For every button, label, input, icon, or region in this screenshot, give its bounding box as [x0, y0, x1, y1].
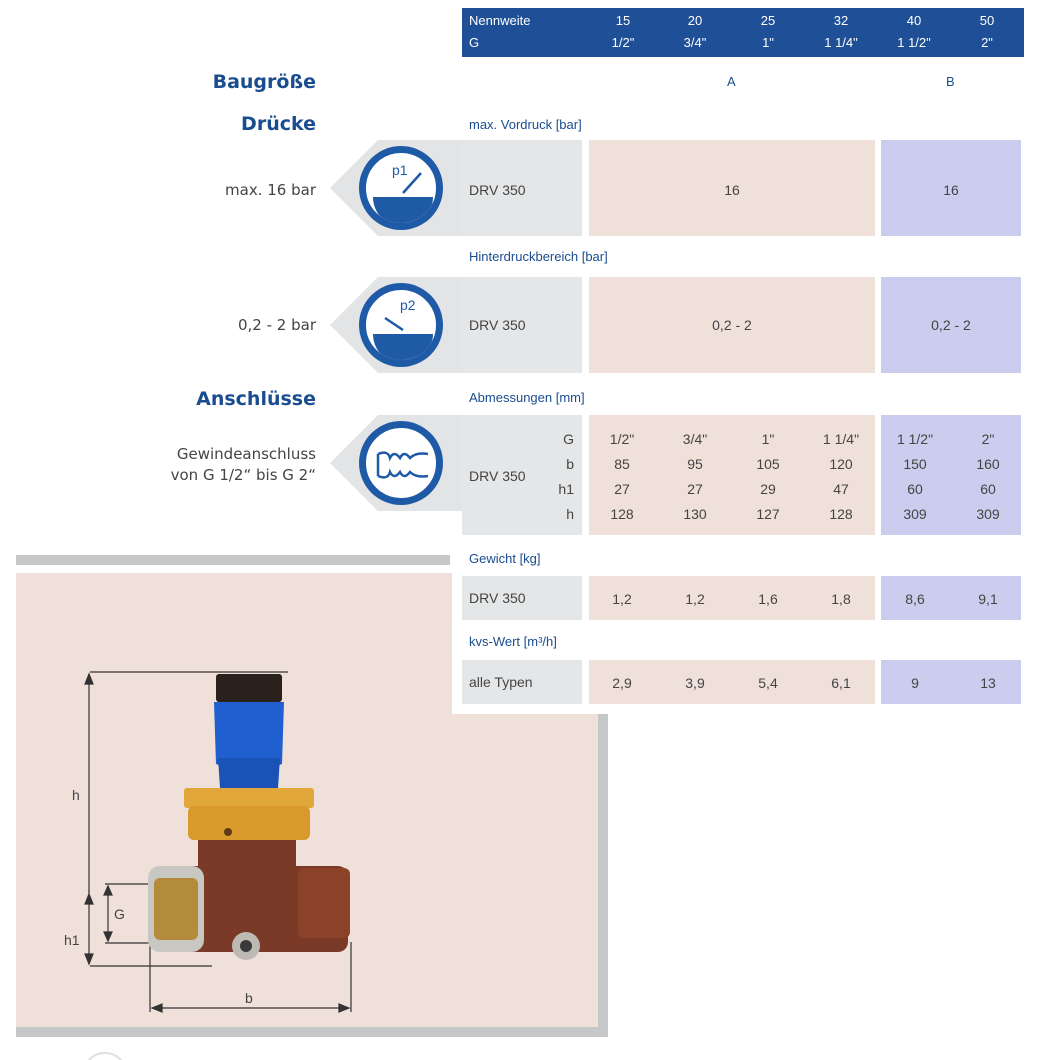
gewicht-type-cell [462, 576, 582, 620]
dim-cell: 309 [976, 506, 1000, 522]
p1-text: p1 [392, 162, 408, 178]
kvs-value: 9 [911, 675, 919, 691]
dim-row-label-h: h [566, 506, 574, 522]
kvs-value: 2,9 [612, 675, 632, 691]
dim-cell: 95 [687, 456, 703, 472]
vordruck-label: max. Vordruck [bar] [469, 117, 582, 132]
dim-cell: 105 [756, 456, 780, 472]
nennweite-50: 50 [979, 13, 995, 28]
dim-cell: 29 [760, 481, 776, 497]
g-1: 1" [762, 35, 774, 50]
hinterdruck-b-cell [881, 277, 1021, 373]
dim-cell: 309 [903, 506, 927, 522]
dim-cell: 60 [980, 481, 996, 497]
abmessungen-type-cell [462, 415, 582, 535]
dim-cell: 47 [833, 481, 849, 497]
vordruck-type-cell [462, 140, 582, 236]
dim-cell: 1 1/2" [896, 431, 934, 447]
hinterdruck-side-text: 0,2 - 2 bar [238, 316, 316, 334]
abmessungen-type: DRV 350 [469, 468, 526, 484]
vordruck-b-cell [881, 140, 1021, 236]
kvs-type-cell [462, 660, 582, 704]
druecke-title: Drücke [241, 113, 316, 135]
anschluss-side-line2: von G 1/2“ bis G 2“ [170, 466, 316, 484]
nennweite-20: 20 [687, 13, 703, 28]
kvs-value: 5,4 [758, 675, 778, 691]
hinterdruck-type-cell [462, 277, 582, 373]
anschluss-side-line1: Gewindeanschluss [176, 445, 316, 463]
nennweite-25: 25 [760, 13, 776, 28]
g-3-4: 3/4" [683, 35, 707, 50]
dim-cell: 1" [761, 431, 775, 447]
dim-cell: 60 [907, 481, 923, 497]
vordruck-a-value: 16 [724, 182, 740, 198]
dim-row-label-b: b [566, 456, 574, 472]
nennweite-40: 40 [906, 13, 922, 28]
decorative-circle [82, 1052, 128, 1060]
dim-cell: 130 [683, 506, 707, 522]
gewicht-b-cell [881, 576, 1021, 620]
gewicht-value: 1,6 [758, 591, 778, 607]
vordruck-type: DRV 350 [469, 182, 526, 198]
gewicht-value: 1,2 [685, 591, 705, 607]
dim-cell: 27 [614, 481, 630, 497]
nennweite-32: 32 [833, 13, 849, 28]
gewicht-value: 1,8 [831, 591, 851, 607]
dim-cell: 27 [687, 481, 703, 497]
dim-h-text: h [72, 787, 80, 803]
dim-cell: 1 1/4" [822, 431, 860, 447]
hinterdruck-a-value: 0,2 - 2 [712, 317, 752, 333]
gewicht-a-cell [589, 576, 875, 620]
class-b: B [946, 74, 955, 89]
g-label: G [469, 35, 480, 50]
vordruck-a-cell [589, 140, 875, 236]
vordruck-side-text: max. 16 bar [225, 181, 316, 199]
dim-cell: 160 [976, 456, 1000, 472]
thread-connection-icon [359, 421, 443, 505]
dim-cell: 127 [756, 506, 780, 522]
gewicht-value: 9,1 [978, 591, 998, 607]
p2-text: p2 [400, 297, 416, 313]
class-a: A [727, 74, 736, 89]
gewicht-type: DRV 350 [469, 590, 526, 606]
abmessungen-b-cell [881, 415, 1021, 535]
dim-cell: 85 [614, 456, 630, 472]
divider-bar [16, 555, 450, 565]
abmessungen-a-cell [589, 415, 875, 535]
kvs-value: 3,9 [685, 675, 705, 691]
kvs-value: 6,1 [831, 675, 851, 691]
kvs-label: kvs-Wert [m³/h] [469, 634, 557, 649]
dim-b-text: b [245, 990, 253, 1006]
dim-cell: 150 [903, 456, 927, 472]
kvs-type: alle Typen [469, 674, 533, 690]
abmessungen-label: Abmessungen [mm] [469, 390, 585, 405]
gewicht-value: 8,6 [905, 591, 925, 607]
valve-dimension-drawing [40, 660, 380, 1020]
g-1-1-4: 1 1/4" [824, 35, 858, 50]
hinterdruck-label: Hinterdruckbereich [bar] [469, 249, 608, 264]
hinterdruck-b-value: 0,2 - 2 [931, 317, 971, 333]
dim-cell: 2" [981, 431, 995, 447]
dim-row-label-g: G [563, 431, 574, 447]
dim-cell: 128 [610, 506, 634, 522]
dim-h1-text: h1 [64, 932, 80, 948]
dim-cell: 1/2" [609, 431, 635, 447]
kvs-b-cell [881, 660, 1021, 704]
dim-cell: 3/4" [682, 431, 708, 447]
g-2: 2" [981, 35, 993, 50]
dim-row-label-h1: h1 [558, 481, 574, 497]
nennweite-label: Nennweite [469, 13, 531, 28]
dim-cell: 120 [829, 456, 853, 472]
g-1-1-2: 1 1/2" [897, 35, 931, 50]
dim-g-text: G [114, 906, 125, 922]
pressure-p1-icon [359, 146, 443, 230]
nennweite-15: 15 [615, 13, 631, 28]
kvs-value: 13 [980, 675, 996, 691]
baugroesse-title: Baugröße [212, 71, 316, 93]
hinterdruck-a-cell [589, 277, 875, 373]
gewicht-label: Gewicht [kg] [469, 551, 541, 566]
anschluesse-title: Anschlüsse [196, 388, 316, 410]
kvs-a-cell [589, 660, 875, 704]
dim-cell: 128 [829, 506, 853, 522]
pressure-p2-icon [359, 283, 443, 367]
gewicht-value: 1,2 [612, 591, 632, 607]
vordruck-b-value: 16 [943, 182, 959, 198]
hinterdruck-type: DRV 350 [469, 317, 526, 333]
g-1-2: 1/2" [611, 35, 635, 50]
size-header [462, 8, 1024, 57]
